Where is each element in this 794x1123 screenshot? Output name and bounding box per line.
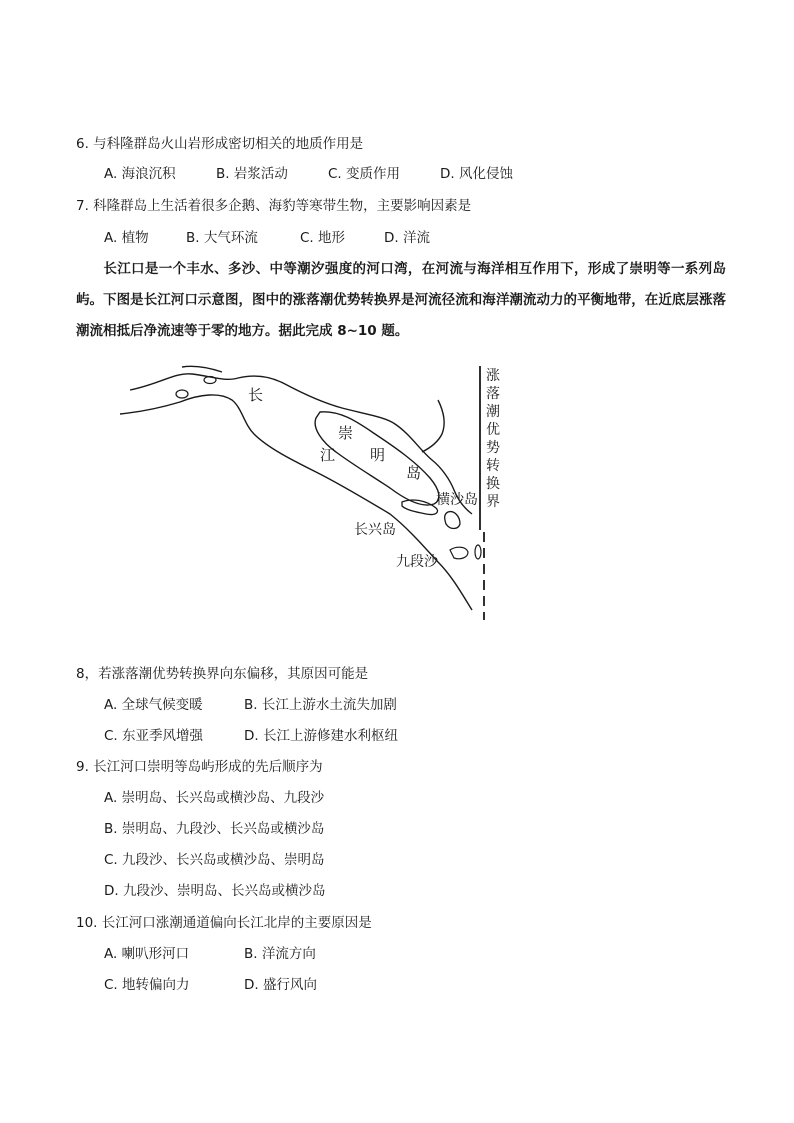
label-boundary-char: 转 xyxy=(486,458,500,474)
small-islet xyxy=(176,390,188,398)
hengsha-island xyxy=(445,512,460,529)
q9-option-b: B. 崇明岛、九段沙、长兴岛或横沙岛 xyxy=(104,821,325,837)
q6-option-d: D. 风化侵蚀 xyxy=(440,166,513,182)
q8-option-d: D. 长江上游修建水利枢纽 xyxy=(244,728,398,744)
q6-option-c: C. 变质作用 xyxy=(328,166,401,182)
north-branch xyxy=(422,400,444,452)
label-boundary-char: 换 xyxy=(486,476,500,492)
q9-stem: 9. 长江河口崇明等岛屿形成的先后顺序为 xyxy=(76,759,323,775)
north-bank xyxy=(130,374,472,514)
changxing-island xyxy=(402,500,438,515)
q8-option-a: A. 全球气候变暖 xyxy=(104,697,203,713)
q6-stem: 6. 与科隆群岛火山岩形成密切相关的地质作用是 xyxy=(76,136,364,152)
label-boundary-char: 界 xyxy=(486,494,500,510)
label-chong: 崇 xyxy=(338,424,354,442)
q7-option-d: D. 洋流 xyxy=(384,230,430,246)
label-jiuduansha: 九段沙 xyxy=(396,554,438,570)
upper-shore xyxy=(182,366,222,372)
q10-option-d: D. 盛行风向 xyxy=(244,977,317,993)
q8-option-b: B. 长江上游水土流失加剧 xyxy=(244,697,397,713)
q6-option-b: B. 岩浆活动 xyxy=(216,166,288,182)
jiuduansha-islet xyxy=(475,545,481,559)
label-jiang: 江 xyxy=(320,446,336,464)
q8-stem: 8，若涨落潮优势转换界向东偏移，其原因可能是 xyxy=(76,666,369,682)
label-boundary-char: 优 xyxy=(486,422,500,438)
q7-option-b: B. 大气环流 xyxy=(186,230,258,246)
q8-option-c: C. 东亚季风增强 xyxy=(104,728,204,744)
q10-option-a: A. 喇叭形河口 xyxy=(104,946,190,962)
label-boundary-char: 潮 xyxy=(486,404,500,420)
q9-option-c: C. 九段沙、长兴岛或横沙岛、崇明岛 xyxy=(104,852,325,868)
q7-option-a: A. 植物 xyxy=(104,230,149,246)
passage xyxy=(76,254,726,347)
label-boundary-char: 落 xyxy=(486,386,500,402)
q7-option-c: C. 地形 xyxy=(300,230,346,246)
q9-option-d: D. 九段沙、崇明岛、长兴岛或横沙岛 xyxy=(104,883,326,899)
yangtze-estuary-map xyxy=(120,362,520,624)
jiuduansha-shoal xyxy=(450,547,468,559)
south-bank xyxy=(120,395,472,610)
q6-option-a: A. 海浪沉积 xyxy=(104,166,176,182)
label-boundary-char: 涨 xyxy=(486,368,500,384)
label-ming: 明 xyxy=(370,446,386,464)
label-boundary xyxy=(486,368,500,510)
passage-text: 长江口是一个丰水、多沙、中等潮汐强度的河口湾，在河流与海洋相互作用下，形成了崇明等一系列岛屿。下图是长江河口示意图，图中的涨落潮优势转换界是河流径流和海洋潮流动力的平衡地带，在近底层涨落潮流相抵后净流速等于零的地方。据此完成 8~10 题。 xyxy=(76,261,726,339)
label-dao: 岛 xyxy=(406,464,422,482)
label-changxing: 长兴岛 xyxy=(354,522,396,538)
q10-option-b: B. 洋流方向 xyxy=(244,946,316,962)
label-boundary-char: 势 xyxy=(486,440,500,456)
label-hengsha: 横沙岛 xyxy=(436,492,478,508)
river-banks xyxy=(120,366,472,610)
q10-stem: 10. 长江河口涨潮通道偏向长江北岸的主要原因是 xyxy=(76,915,372,931)
q7-stem: 7. 科隆群岛上生活着很多企鹅、海豹等寒带生物，主要影响因素是 xyxy=(76,198,472,214)
label-chang: 长 xyxy=(248,386,264,404)
q10-option-c: C. 地转偏向力 xyxy=(104,977,190,993)
q9-option-a: A. 崇明岛、长兴岛或横沙岛、九段沙 xyxy=(104,790,325,806)
